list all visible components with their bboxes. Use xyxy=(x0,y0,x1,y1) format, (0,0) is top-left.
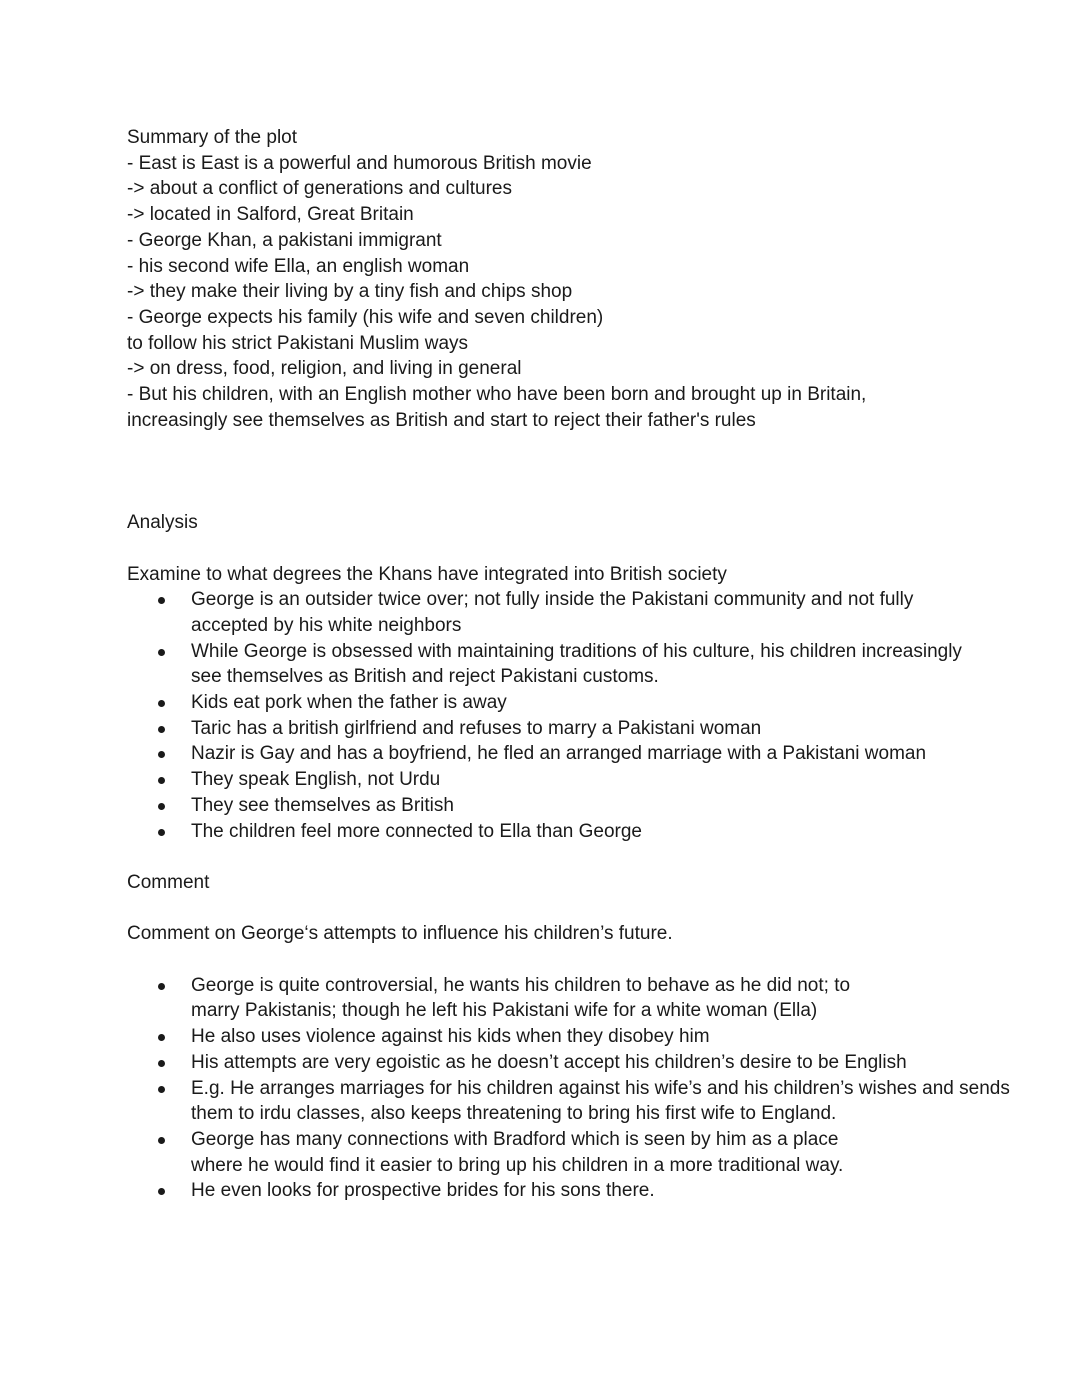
list-item xyxy=(127,793,967,819)
list-item xyxy=(127,767,967,793)
analysis-heading: Analysis xyxy=(127,512,198,534)
list-item xyxy=(127,1024,887,1050)
list-item-text: The children feel more connected to Ella than George xyxy=(191,820,642,842)
summary-section xyxy=(127,125,967,433)
spacer xyxy=(127,536,967,562)
list-item xyxy=(127,1050,907,1076)
list-item xyxy=(127,819,967,845)
spacer xyxy=(127,896,967,922)
bullet-icon xyxy=(158,700,165,707)
bullet-icon xyxy=(158,1188,165,1195)
list-item xyxy=(127,716,967,742)
list-item xyxy=(127,1076,1011,1127)
analysis-bullet-list xyxy=(127,587,967,844)
spacer xyxy=(127,844,967,870)
bullet-icon xyxy=(158,1137,165,1144)
document-page xyxy=(127,125,1010,1204)
bullet-icon xyxy=(158,649,165,656)
summary-line: - East is East is a powerful and humorous British movie xyxy=(127,152,592,174)
summary-line: -> on dress, food, religion, and living in general xyxy=(127,358,522,380)
bullet-icon xyxy=(158,1086,165,1093)
summary-line: -> located in Salford, Great Britain xyxy=(127,204,414,226)
list-item-text: George has many connections with Bradford which is seen by him as a place where he would find it easier to bring up his children in a more traditional way. xyxy=(191,1128,844,1176)
comment-section xyxy=(127,870,1010,1204)
list-item xyxy=(127,1178,887,1204)
summary-line: increasingly see themselves as British and start to reject their father's rules xyxy=(127,409,756,431)
list-item-text: He even looks for prospective brides for his sons there. xyxy=(191,1180,655,1202)
comment-question: Comment on George‘s attempts to influence his children’s future. xyxy=(127,923,673,945)
summary-line: -> they make their living by a tiny fish and chips shop xyxy=(127,281,573,303)
summary-line: -> about a conflict of generations and cultures xyxy=(127,178,512,200)
bullet-icon xyxy=(158,777,165,784)
list-item xyxy=(127,587,967,638)
analysis-section xyxy=(127,510,967,844)
bullet-icon xyxy=(158,1034,165,1041)
list-item xyxy=(127,741,967,767)
summary-line: to follow his strict Pakistani Muslim ways xyxy=(127,332,469,354)
bullet-icon xyxy=(158,829,165,836)
list-item-text: His attempts are very egoistic as he doesn’t accept his children’s desire to be English xyxy=(191,1051,907,1073)
list-item-text: He also uses violence against his kids when they disobey him xyxy=(191,1026,710,1048)
bullet-icon xyxy=(158,803,165,810)
bullet-icon xyxy=(158,751,165,758)
spacer xyxy=(127,484,967,510)
summary-line: - George Khan, a pakistani immigrant xyxy=(127,229,442,251)
comment-heading: Comment xyxy=(127,871,210,893)
list-item-text: Kids eat pork when the father is away xyxy=(191,692,507,714)
summary-heading: Summary of the plot xyxy=(127,127,298,148)
analysis-question: Examine to what degrees the Khans have integrated into British society xyxy=(127,563,727,585)
bullet-icon xyxy=(158,1060,165,1067)
list-item xyxy=(127,639,967,690)
list-item-text: They see themselves as British xyxy=(191,794,454,816)
list-item xyxy=(127,1127,887,1178)
list-item-text: George is an outsider twice over; not fully inside the Pakistani community and not fully accepted by his white neighbors xyxy=(191,589,914,636)
list-item-text: They speak English, not Urdu xyxy=(191,769,441,791)
list-item xyxy=(127,973,887,1024)
summary-line: - But his children, with an English mother who have been born and brought up in Britain, xyxy=(127,384,867,406)
comment-bullet-list xyxy=(127,973,1010,1204)
summary-line: - George expects his family (his wife and seven children) xyxy=(127,306,604,328)
summary-line: - his second wife Ella, an english woman xyxy=(127,255,470,277)
list-item-text: Nazir is Gay and has a boyfriend, he fled an arranged marriage with a Pakistani woman xyxy=(191,743,927,765)
bullet-icon xyxy=(158,597,165,604)
list-item-text: While George is obsessed with maintaining traditions of his culture, his children increasingly see themselves as British and reject Pakistani customs. xyxy=(191,640,962,688)
list-item-text: Taric has a british girlfriend and refuses to marry a Pakistani woman xyxy=(191,717,762,739)
bullet-icon xyxy=(158,983,165,990)
list-item-text: E.g. He arranges marriages for his children against his wife’s and his children’s wishes and sends them to irdu classes, also keeps threatening to bring his first wife to England. xyxy=(191,1077,1010,1125)
spacer xyxy=(127,947,967,973)
bullet-icon xyxy=(158,726,165,733)
spacer xyxy=(127,433,967,484)
list-item xyxy=(127,690,967,716)
list-item-text: George is quite controversial, he wants his children to behave as he did not; to marry Pakistanis; though he left his Pakistani wife for a white woman (Ella) xyxy=(191,974,851,1022)
